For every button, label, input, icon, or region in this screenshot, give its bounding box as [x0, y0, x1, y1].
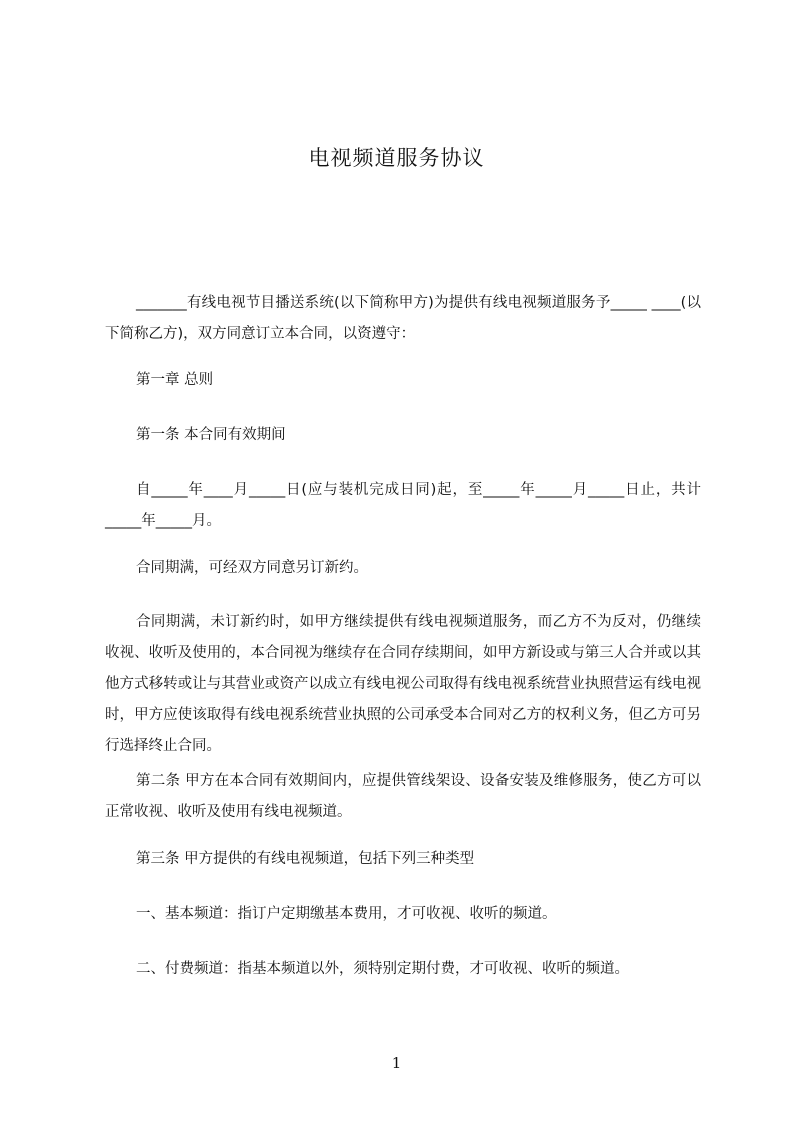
basic-channel-item: 一、基本频道：指订户定期缴基本费用，才可收视、收听的频道。	[136, 906, 557, 922]
article-heading: 第一条 本合同有效期间	[136, 427, 286, 443]
preamble-paragraph: _______有线电视节目播送系统(以下简称甲方)为提供有线电视频道服务予_____ ____(以下简称乙方)，双方同意订立本合同，以资遵守：	[105, 295, 701, 342]
document-title: 电视频道服务协议	[308, 146, 485, 170]
paid-channel-item: 二、付费频道：指基本频道以外，须特别定期付费，才可收视、收听的频道。	[136, 961, 629, 977]
continuation-paragraph: 合同期满，未订新约时，如甲方继续提供有线电视频道服务，而乙方不为反对，仍继续收视、收听及使用的，本合同视为继续存在合同存续期间，如甲方新设或与第三人合并或以其他方式移转或让与其营业或资产以成立有线电视公司取得有线电视系统营业执照营运有线电视时，甲方应使该取得有线电视系统营业执照的公司承受本合同对乙方的权利义务，但乙方可另行选择终止合同。	[105, 614, 701, 754]
validity-period-paragraph: 自_____年____月_____日(应与装机完成日同)起，至_____年_____月_____日止，共计_____年_____月。	[105, 482, 701, 529]
page-number: 1	[391, 1054, 402, 1072]
article-three-heading: 第三条 甲方提供的有线电视频道，包括下列三种类型	[136, 851, 475, 867]
article-two-paragraph: 第二条 甲方在本合同有效期间内，应提供管线架设、设备安装及维修服务，使乙方可以正常收视、收听及使用有线电视频道。	[105, 773, 701, 820]
chapter-heading: 第一章 总则	[136, 372, 214, 388]
renewal-paragraph: 合同期满，可经双方同意另订新约。	[136, 560, 368, 576]
